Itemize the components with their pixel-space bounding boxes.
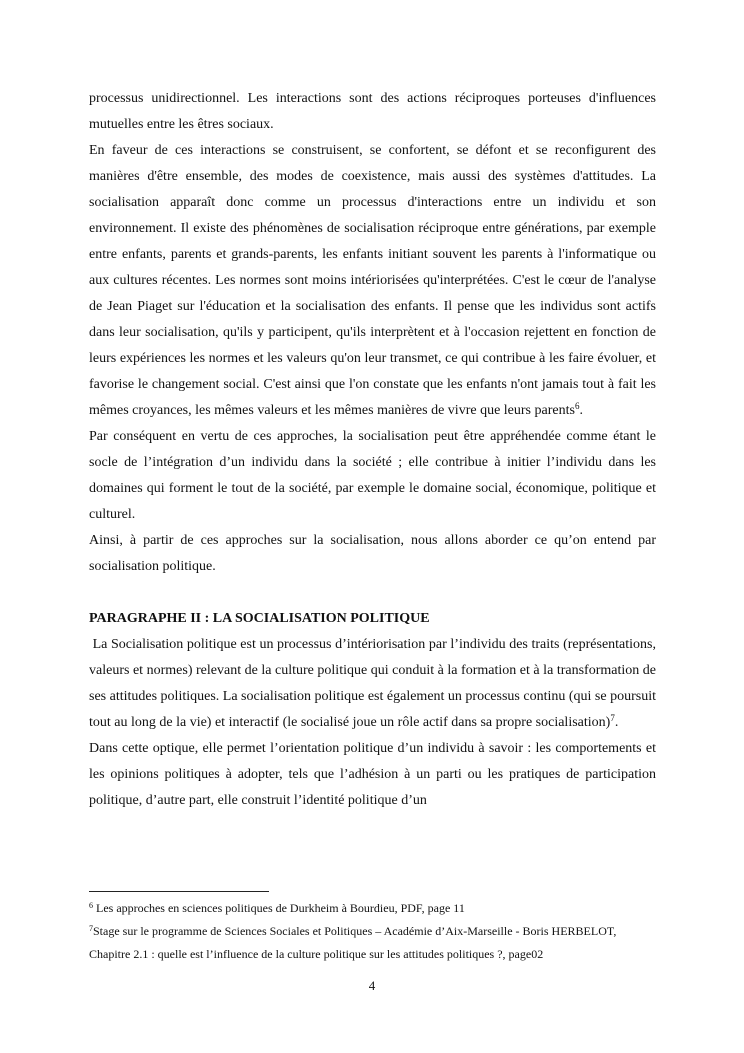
section-heading: PARAGRAPHE II : LA SOCIALISATION POLITIQUE xyxy=(89,611,430,626)
paragraph-2-end: . xyxy=(579,403,583,418)
paragraph-4: Ainsi, à partir de ces approches sur la socialisation, nous allons aborder ce qu’on entend par socialisation politique. xyxy=(89,533,656,574)
footnote-7-continued: Chapitre 2.1 : quelle est l’influence de la culture politique sur les attitudes politiques ?, page02 xyxy=(89,947,544,961)
footnote-6-mark: 6 xyxy=(89,901,93,910)
footnote-7 xyxy=(89,920,659,943)
paragraph-2-text: En faveur de ces interactions se construisent, se confortent, se défont et se reconfigurent des manières d'être ensemble, des modes de coexistence, mais aussi des systèmes d'attitudes. La socialisation apparaît donc comme un processus d'interactions entre un individu et son environnement. Il existe des phénomènes de socialisation réciproque entre générations, par exemple entre enfants, parents et grands-parents, les enfants initiant souvent les parents à l'informatique ou aux cultures récentes. Les normes sont moins intériorisées qu'interprétées. C'est le cœur de l'analyse de Jean Piaget sur l'éducation et la socialisation des enfants. Il pense que les individus sont actifs dans leur socialisation, qu'ils y participent, qu'ils interprètent et à l'occasion rejettent en fonction de leurs expériences les normes et les valeurs qu'on leur transmet, ce qui contribue à les faire évoluer, et favorise le changement social. C'est ainsi que l'on constate que les enfants n'ont jamais tout à fait les mêmes croyances, les mêmes valeurs et les mêmes manières de vivre que leurs parents xyxy=(89,143,656,418)
paragraph-5-text: La Socialisation politique est un processus d’intériorisation par l’individu des traits (représentations, valeurs et normes) relevant de la culture politique qui conduit à la formation et à la transformation de ses attitudes politiques. La socialisation politique est également un processus continu (qui se poursuit tout au long de la vie) et interactif (le socialisé joue un rôle actif dans sa propre socialisation) xyxy=(89,637,660,730)
paragraph-5-end: . xyxy=(614,715,619,730)
footnote-divider xyxy=(89,891,269,892)
footnotes xyxy=(89,897,659,966)
footnote-ref-6[interactable]: 6 xyxy=(574,401,580,411)
paragraph-1: processus unidirectionnel. Les interactions sont des actions réciproques porteuses d'influences mutuelles entre les êtres sociaux. xyxy=(89,91,656,132)
paragraph-5 xyxy=(89,632,660,736)
paragraph-6: Dans cette optique, elle permet l’orientation politique d’un individu à savoir : les comportements et les opinions politiques à adopter, tels que l’adhésion à un parti ou les pratiques de participation politique, d’autre part, elle construit l’identité politique d’un xyxy=(89,741,656,808)
footnote-6-text: Les approches en sciences politiques de Durkheim à Bourdieu, PDF, page 11 xyxy=(93,901,465,915)
spacer xyxy=(89,580,656,606)
footnote-6 xyxy=(89,897,659,920)
paragraph-3: Par conséquent en vertu de ces approches, la socialisation peut être appréhendée comme étant le socle de l’intégration d’un individu dans la société ; elle contribue à initier l’individu dans les domaines qui forment le tout de la société, par exemple le domaine social, économique, politique et culturel. xyxy=(89,429,656,522)
page-number: 4 xyxy=(368,978,376,993)
footnote-ref-7[interactable]: 7 xyxy=(610,713,615,723)
document-body xyxy=(89,86,660,814)
footnote-7-mark: 7 xyxy=(89,924,93,933)
footnote-7-line1: Stage sur le programme de Sciences Sociales et Politiques – Académie d’Aix-Marseille - Boris HERBELOT, xyxy=(93,924,617,938)
paragraph-2 xyxy=(89,138,656,424)
